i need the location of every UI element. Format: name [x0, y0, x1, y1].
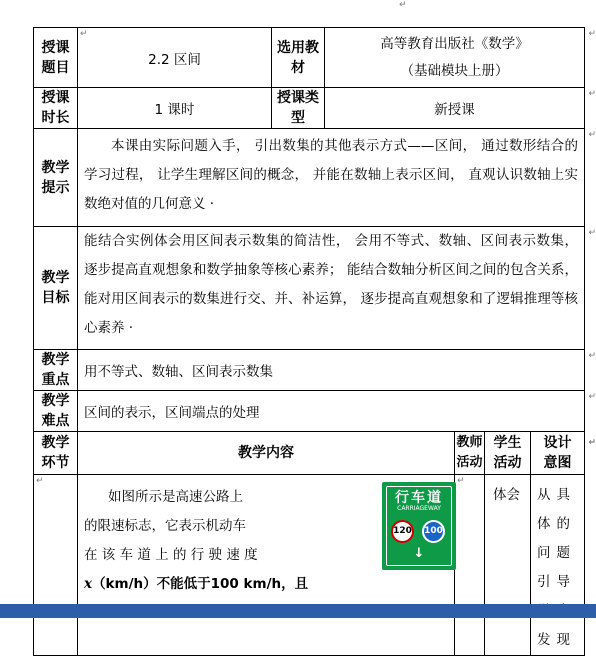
student-text: 体会	[485, 475, 530, 510]
topic-value-cell	[78, 28, 272, 88]
label-material	[272, 28, 325, 88]
label-topic-text: 授课 题目	[42, 40, 70, 76]
speed-variable: x	[84, 576, 92, 592]
type-value-cell	[325, 88, 585, 129]
type-value: 新授课	[434, 102, 475, 118]
bottom-bar	[0, 604, 596, 618]
header-student-text: 学生 活动	[494, 435, 522, 471]
label-key-text: 教学 重点	[42, 352, 70, 388]
material-value-cell	[325, 28, 585, 88]
label-difficult	[34, 391, 78, 432]
label-goal-text: 教学 目标	[42, 270, 70, 306]
key-text: 用不等式、数轴、区间表示数集	[84, 364, 273, 380]
difficult-cell	[78, 391, 585, 432]
paragraph-mark: ↵	[399, 0, 407, 10]
content-cell	[78, 475, 455, 656]
header-content-text: 教学内容	[238, 445, 294, 461]
label-material-text: 选用教 材	[277, 40, 319, 76]
arrow-down-icon: ↓	[384, 546, 454, 561]
header-teacher	[455, 432, 485, 475]
header-stage-text: 教学 环节	[42, 435, 70, 471]
header-stage	[34, 432, 78, 475]
stage-cell	[34, 475, 78, 656]
paragraph-mark: ↵	[589, 89, 596, 99]
goal-text: 能结合实例体会用区间表示数集的简洁性， 会用不等式、数轴、区间表示数集， 逐步提高直观想象和数学抽象等核心素养； 能结合数轴分析区间之间的包含关系， 能对用区间表示的数集进行交、并、补运算， 逐步提高直观想象和了逻辑推理等核心素养 ·	[78, 227, 584, 343]
material-value: 高等教育出版社《数学》 （基础模块上册）	[325, 31, 584, 85]
intent-cell	[531, 475, 585, 656]
hint-text: 本课由实际问题入手， 引出数集的其他表示方式——区间， 通过数形结合的学习过程， 让学生理解区间的概念， 并能在数轴上表示区间， 直观认识数轴上实数绝对值的几何意义 ·	[78, 129, 584, 219]
row-content	[34, 475, 585, 656]
sign-subtitle: CARRIAGEWAY	[384, 505, 454, 512]
content-line-2: 的限速标志，它表示机动车	[84, 512, 246, 541]
sign-title: 行车道	[384, 487, 454, 507]
lesson-plan-table	[33, 27, 585, 656]
label-duration-text: 授课 时长	[42, 90, 70, 126]
duration-value-cell	[78, 88, 272, 129]
label-duration	[34, 88, 78, 129]
key-cell	[78, 350, 585, 391]
label-topic	[34, 28, 78, 88]
content-line-4-rest: （km/h）不能低于100 km/h，且	[92, 576, 308, 592]
header-student	[485, 432, 531, 475]
paragraph-mark: ↵	[589, 433, 596, 453]
row-duration	[34, 88, 585, 129]
road-sign-image	[382, 482, 456, 570]
paragraph-mark: ↵	[36, 476, 44, 486]
topic-value: 2.2 区间	[148, 52, 201, 68]
label-type	[272, 88, 325, 129]
label-hint	[34, 129, 78, 227]
student-cell	[485, 475, 531, 656]
content-line-4	[84, 570, 308, 599]
paragraph-mark: ↵	[80, 29, 88, 39]
content-line-3: 在 该 车 道 上 的 行 驶 速 度	[84, 541, 258, 570]
label-key	[34, 350, 78, 391]
header-intent-text: 设计 意图	[544, 435, 572, 471]
row-header	[34, 432, 585, 475]
intent-text: 从具体的问题引导 发现	[531, 475, 584, 655]
speed-limit-max-icon: 100	[422, 520, 445, 543]
duration-value: 1 课时	[155, 102, 195, 118]
row-topic	[34, 28, 585, 88]
row-key	[34, 350, 585, 391]
content-area	[78, 475, 454, 645]
header-intent	[531, 432, 585, 475]
row-difficult	[34, 391, 585, 432]
content-line-1: 如图所示是高速公路上	[108, 483, 243, 512]
paragraph-mark: ↵	[589, 351, 596, 361]
row-hint	[34, 129, 585, 227]
header-teacher-text: 教师 活动	[456, 435, 482, 470]
label-difficult-text: 教学 难点	[42, 393, 70, 429]
label-hint-text: 教学 提示	[42, 160, 70, 196]
paragraph-mark: ↵	[589, 228, 596, 238]
difficult-text: 区间的表示，区间端点的处理	[84, 405, 260, 421]
header-content	[78, 432, 455, 475]
paragraph-mark: ↵	[457, 476, 465, 486]
paragraph-mark: ↵	[589, 392, 596, 402]
hint-cell	[78, 129, 585, 227]
label-type-text: 授课类 型	[277, 90, 319, 126]
speed-limit-min-icon: 120	[391, 520, 414, 543]
teacher-cell	[455, 475, 485, 656]
label-goal	[34, 227, 78, 350]
row-goal	[34, 227, 585, 350]
paragraph-mark: ↵	[589, 130, 596, 140]
paragraph-mark: ↵	[589, 29, 596, 39]
goal-cell	[78, 227, 585, 350]
